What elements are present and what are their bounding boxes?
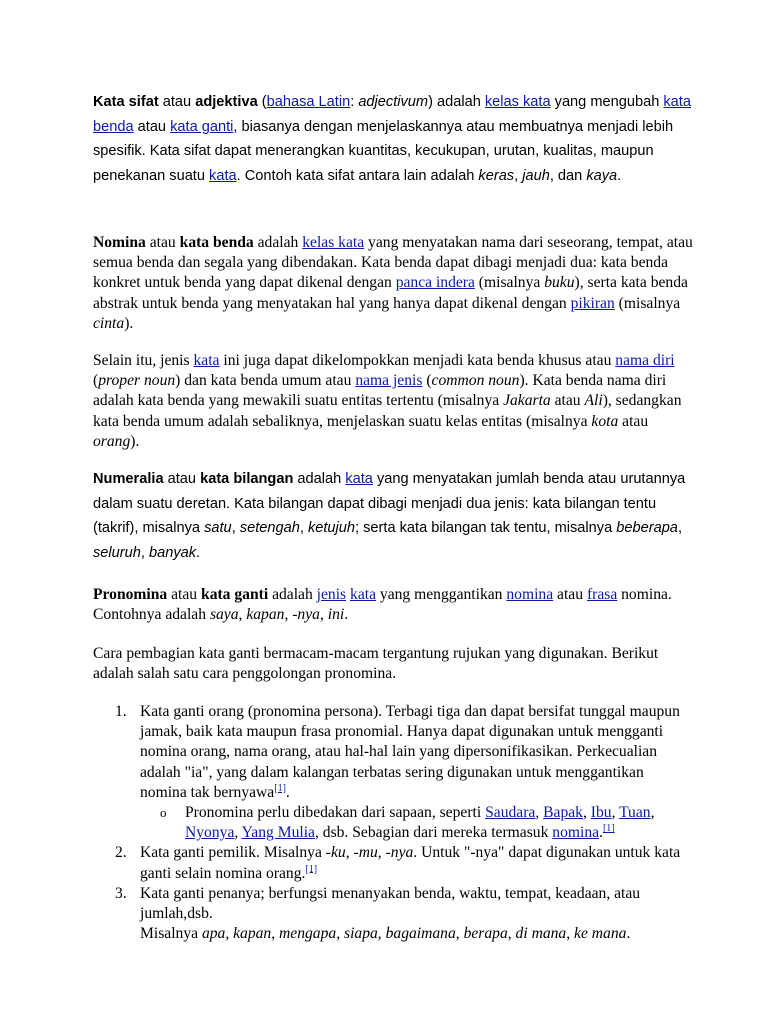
link-kata-benda[interactable]: kata benda bbox=[93, 94, 691, 135]
example: -ku bbox=[325, 844, 346, 862]
text: yang menyatakan jumlah benda atau urutannya dalam suatu deretan. Kata bilangan dapat dibagi menjadi dua jenis: kata bilangan tentu (takrif), misalnya bbox=[93, 471, 686, 537]
text: , bbox=[238, 606, 247, 624]
text: , bbox=[271, 925, 280, 943]
text: atau bbox=[133, 118, 171, 135]
text: . bbox=[285, 783, 290, 801]
text: , bbox=[650, 804, 655, 822]
text: yang menggantikan bbox=[376, 586, 507, 603]
example: ke mana bbox=[574, 925, 627, 943]
term-nomina: Nomina bbox=[93, 234, 146, 251]
term-kata-sifat: Kata sifat bbox=[93, 94, 159, 110]
link-nyonya[interactable]: Nyonya bbox=[185, 824, 235, 842]
example: keras bbox=[478, 167, 515, 184]
text: , bbox=[284, 606, 293, 624]
list-number: 1. bbox=[115, 703, 127, 720]
text: , bbox=[535, 804, 544, 822]
text: , bbox=[377, 925, 386, 943]
link-kata-ganti[interactable]: kata ganti bbox=[170, 118, 234, 135]
example: kapan bbox=[246, 606, 285, 624]
link-jenis[interactable]: jenis bbox=[316, 586, 347, 603]
link-nama-jenis[interactable]: nama jenis bbox=[355, 372, 423, 390]
text: ( bbox=[93, 372, 99, 390]
term-kata-bilangan: kata bilangan bbox=[200, 471, 294, 487]
sub-list bbox=[140, 803, 693, 843]
link-panca-indera[interactable]: panca indera bbox=[395, 274, 475, 292]
text: . Untuk "-nya" dapat digunakan untuk kata ganti selain nomina orang. bbox=[140, 844, 681, 882]
link-kelas-kata[interactable]: kelas kata bbox=[302, 234, 365, 251]
bullet-icon: o bbox=[160, 805, 167, 821]
text: , dan bbox=[549, 167, 587, 184]
text: ini juga dapat dikelompokkan menjadi kata benda khusus atau bbox=[219, 352, 616, 369]
example: apa bbox=[201, 925, 226, 943]
example: berapa bbox=[463, 925, 508, 943]
text: , bbox=[455, 925, 464, 943]
term-common-noun: common noun bbox=[431, 372, 520, 390]
text: ) adalah bbox=[428, 94, 485, 110]
link-kata[interactable]: kata bbox=[193, 352, 220, 369]
pronomina-list bbox=[93, 702, 693, 944]
example: -mu bbox=[353, 844, 378, 862]
list-item bbox=[93, 843, 693, 883]
text: . Contoh kata sifat antara lain adalah bbox=[236, 167, 479, 184]
text: . bbox=[599, 824, 603, 842]
text: atau bbox=[550, 392, 585, 410]
link-kata[interactable]: kata bbox=[209, 167, 237, 184]
example: ini bbox=[327, 606, 345, 624]
text: , bbox=[299, 520, 308, 537]
text: , bbox=[140, 544, 149, 561]
citation-link[interactable]: [1] bbox=[305, 863, 318, 875]
term-numeralia: Numeralia bbox=[93, 471, 164, 487]
link-frasa[interactable]: frasa bbox=[586, 586, 618, 603]
example: setengah bbox=[239, 520, 300, 537]
text: ), sedangkan kata benda umum adalah sebaliknya, menjelaskan suatu kelas entitas (misalnya bbox=[93, 392, 682, 430]
text: yang menyatakan nama dari seseorang, tempat, atau semua benda dan segala yang dibendakan. Kata benda dapat dibagi menjadi dua: kata benda konkret untuk benda yang dapat dikenal dengan bbox=[93, 234, 693, 292]
term-kata-ganti: kata ganti bbox=[201, 586, 269, 603]
text: Kata ganti pemilik. Misalnya bbox=[140, 844, 326, 862]
link-kata[interactable]: kata bbox=[345, 471, 373, 487]
text: , bbox=[582, 804, 591, 822]
text: . bbox=[344, 606, 349, 624]
list-item bbox=[93, 702, 693, 843]
text: , bbox=[514, 167, 523, 184]
link-ibu[interactable]: Ibu bbox=[590, 804, 612, 822]
link-kelas-kata[interactable]: kelas kata bbox=[484, 94, 551, 110]
text: nomina. Contohnya adalah bbox=[93, 586, 672, 624]
text: , bbox=[336, 925, 344, 943]
text: , bbox=[566, 925, 575, 943]
citation-link[interactable]: [1] bbox=[602, 823, 615, 835]
term-pronomina: Pronomina bbox=[93, 586, 168, 603]
text: adalah bbox=[253, 234, 303, 251]
example: kaya bbox=[586, 167, 618, 184]
text: atau bbox=[167, 586, 202, 603]
text: atau bbox=[145, 234, 180, 251]
text: , bbox=[231, 520, 240, 537]
link-yang-mulia[interactable]: Yang Mulia bbox=[241, 824, 315, 842]
link-nomina[interactable]: nomina bbox=[552, 824, 600, 842]
text: , bbox=[507, 925, 516, 943]
text: ). Kata benda nama diri adalah kata benda yang mewakili suatu entitas tertentu (misalnya bbox=[93, 372, 667, 410]
paragraph-pembagian: Cara pembagian kata ganti bermacam-macam tergantung rujukan yang digunakan. Berikut adalah salah satu cara penggolongan pronomina. bbox=[93, 645, 659, 683]
text: adalah bbox=[293, 471, 346, 487]
link-nomina[interactable]: nomina bbox=[506, 586, 554, 603]
example: -nya bbox=[292, 606, 320, 624]
text: atau bbox=[163, 471, 201, 487]
text: Pronomina perlu dibedakan dari sapaan, seperti bbox=[185, 804, 486, 822]
paragraph-numeralia bbox=[93, 467, 693, 565]
text: (misalnya bbox=[614, 294, 681, 312]
text: ). bbox=[130, 432, 140, 450]
text: Kata ganti orang (pronomina persona). Terbagi tiga dan dapat bersifat tunggal maupun jamak, baik kata maupun frasa pronomial. Hanya dapat digunakan untuk mengganti nomina orang, nama orang, atau hal-hal lain yang dipersonifikasikan. Perkecualian adalah "ia", yang dalam kalangan terbatas sering digunakan untuk menggantikan nomina tak bernyawa bbox=[140, 703, 680, 801]
paragraph-adjektiva bbox=[93, 90, 693, 188]
example: di mana bbox=[515, 925, 567, 943]
text: , biasanya dengan menjelaskannya atau membuatnya menjadi lebih spesifik. Kata sifat dapat menerangkan kuantitas, kecukupan, urutan, kualitas, maupun penekanan suatu bbox=[93, 118, 674, 184]
example: -nya bbox=[385, 844, 414, 862]
text: , bbox=[345, 844, 354, 862]
text: , bbox=[319, 606, 328, 624]
example: saya bbox=[209, 606, 239, 624]
latin-word: adjectivum bbox=[358, 94, 429, 110]
text: : bbox=[350, 94, 359, 110]
example: beberapa bbox=[616, 520, 678, 537]
citation-link[interactable]: [1] bbox=[274, 782, 286, 794]
text: atau bbox=[553, 586, 587, 603]
list-item bbox=[93, 884, 693, 945]
text: Misalnya bbox=[140, 925, 202, 943]
list-number: 3. bbox=[115, 884, 127, 902]
term-proper-noun: proper noun bbox=[98, 372, 176, 390]
example: banyak bbox=[148, 544, 197, 561]
text: atau bbox=[158, 94, 196, 110]
text: Selain itu, jenis bbox=[93, 352, 194, 369]
text: , bbox=[611, 804, 620, 822]
text: . bbox=[617, 167, 622, 184]
text: , bbox=[234, 824, 242, 842]
link-saudara[interactable]: Saudara bbox=[485, 804, 536, 822]
example: bagaimana bbox=[385, 925, 456, 943]
example: Ali bbox=[584, 392, 603, 410]
link-kata[interactable]: kata bbox=[350, 586, 377, 603]
example: mengapa bbox=[279, 925, 337, 943]
example: kota bbox=[591, 412, 619, 430]
link-pikiran[interactable]: pikiran bbox=[570, 294, 615, 312]
link-bapak[interactable]: Bapak bbox=[543, 804, 583, 822]
example: orang bbox=[93, 432, 131, 450]
paragraph-nomina bbox=[93, 233, 693, 334]
term-kata-benda: kata benda bbox=[179, 234, 254, 251]
link-bahasa-latin[interactable]: bahasa Latin bbox=[266, 94, 351, 110]
text: ). bbox=[124, 314, 134, 332]
text: (misalnya bbox=[474, 274, 545, 292]
example: ketujuh bbox=[307, 520, 356, 537]
list-number: 2. bbox=[115, 844, 127, 862]
text: , bbox=[225, 925, 234, 943]
example: buku bbox=[544, 274, 575, 292]
link-tuan[interactable]: Tuan bbox=[619, 804, 651, 822]
sub-list-item bbox=[140, 803, 693, 843]
text: , bbox=[377, 844, 386, 862]
paragraph-nama-diri bbox=[93, 351, 693, 452]
term-adjektiva: adjektiva bbox=[195, 94, 258, 110]
text: , dsb. Sebagian dari mereka termasuk bbox=[314, 824, 553, 842]
text: . bbox=[626, 925, 631, 943]
text: . bbox=[196, 544, 201, 561]
text: ) dan kata benda umum atau bbox=[175, 372, 356, 390]
example: jauh bbox=[522, 167, 550, 184]
text: ( bbox=[422, 372, 432, 390]
example: siapa bbox=[344, 925, 378, 943]
text: atau bbox=[618, 412, 649, 430]
link-nama-diri[interactable]: nama diri bbox=[615, 352, 675, 369]
text: ), serta kata benda abstrak untuk benda yang menyatakan hal yang hanya dapat dikenal dengan bbox=[93, 274, 688, 312]
example: kapan bbox=[233, 925, 272, 943]
text: , bbox=[677, 520, 682, 537]
example: Jakarta bbox=[503, 392, 551, 410]
example: seluruh bbox=[93, 544, 141, 561]
text: adalah bbox=[268, 586, 317, 603]
text: Kata ganti penanya; berfungsi menanyakan benda, waktu, tempat, keadaan, atau jumlah,dsb. bbox=[140, 884, 641, 923]
text: ( bbox=[257, 94, 267, 110]
example: cinta bbox=[93, 314, 125, 332]
text: yang mengubah bbox=[550, 94, 664, 110]
paragraph-pronomina bbox=[93, 585, 693, 625]
example: satu bbox=[204, 520, 232, 537]
text: ; serta kata bilangan tak tentu, misalnya bbox=[355, 520, 617, 537]
